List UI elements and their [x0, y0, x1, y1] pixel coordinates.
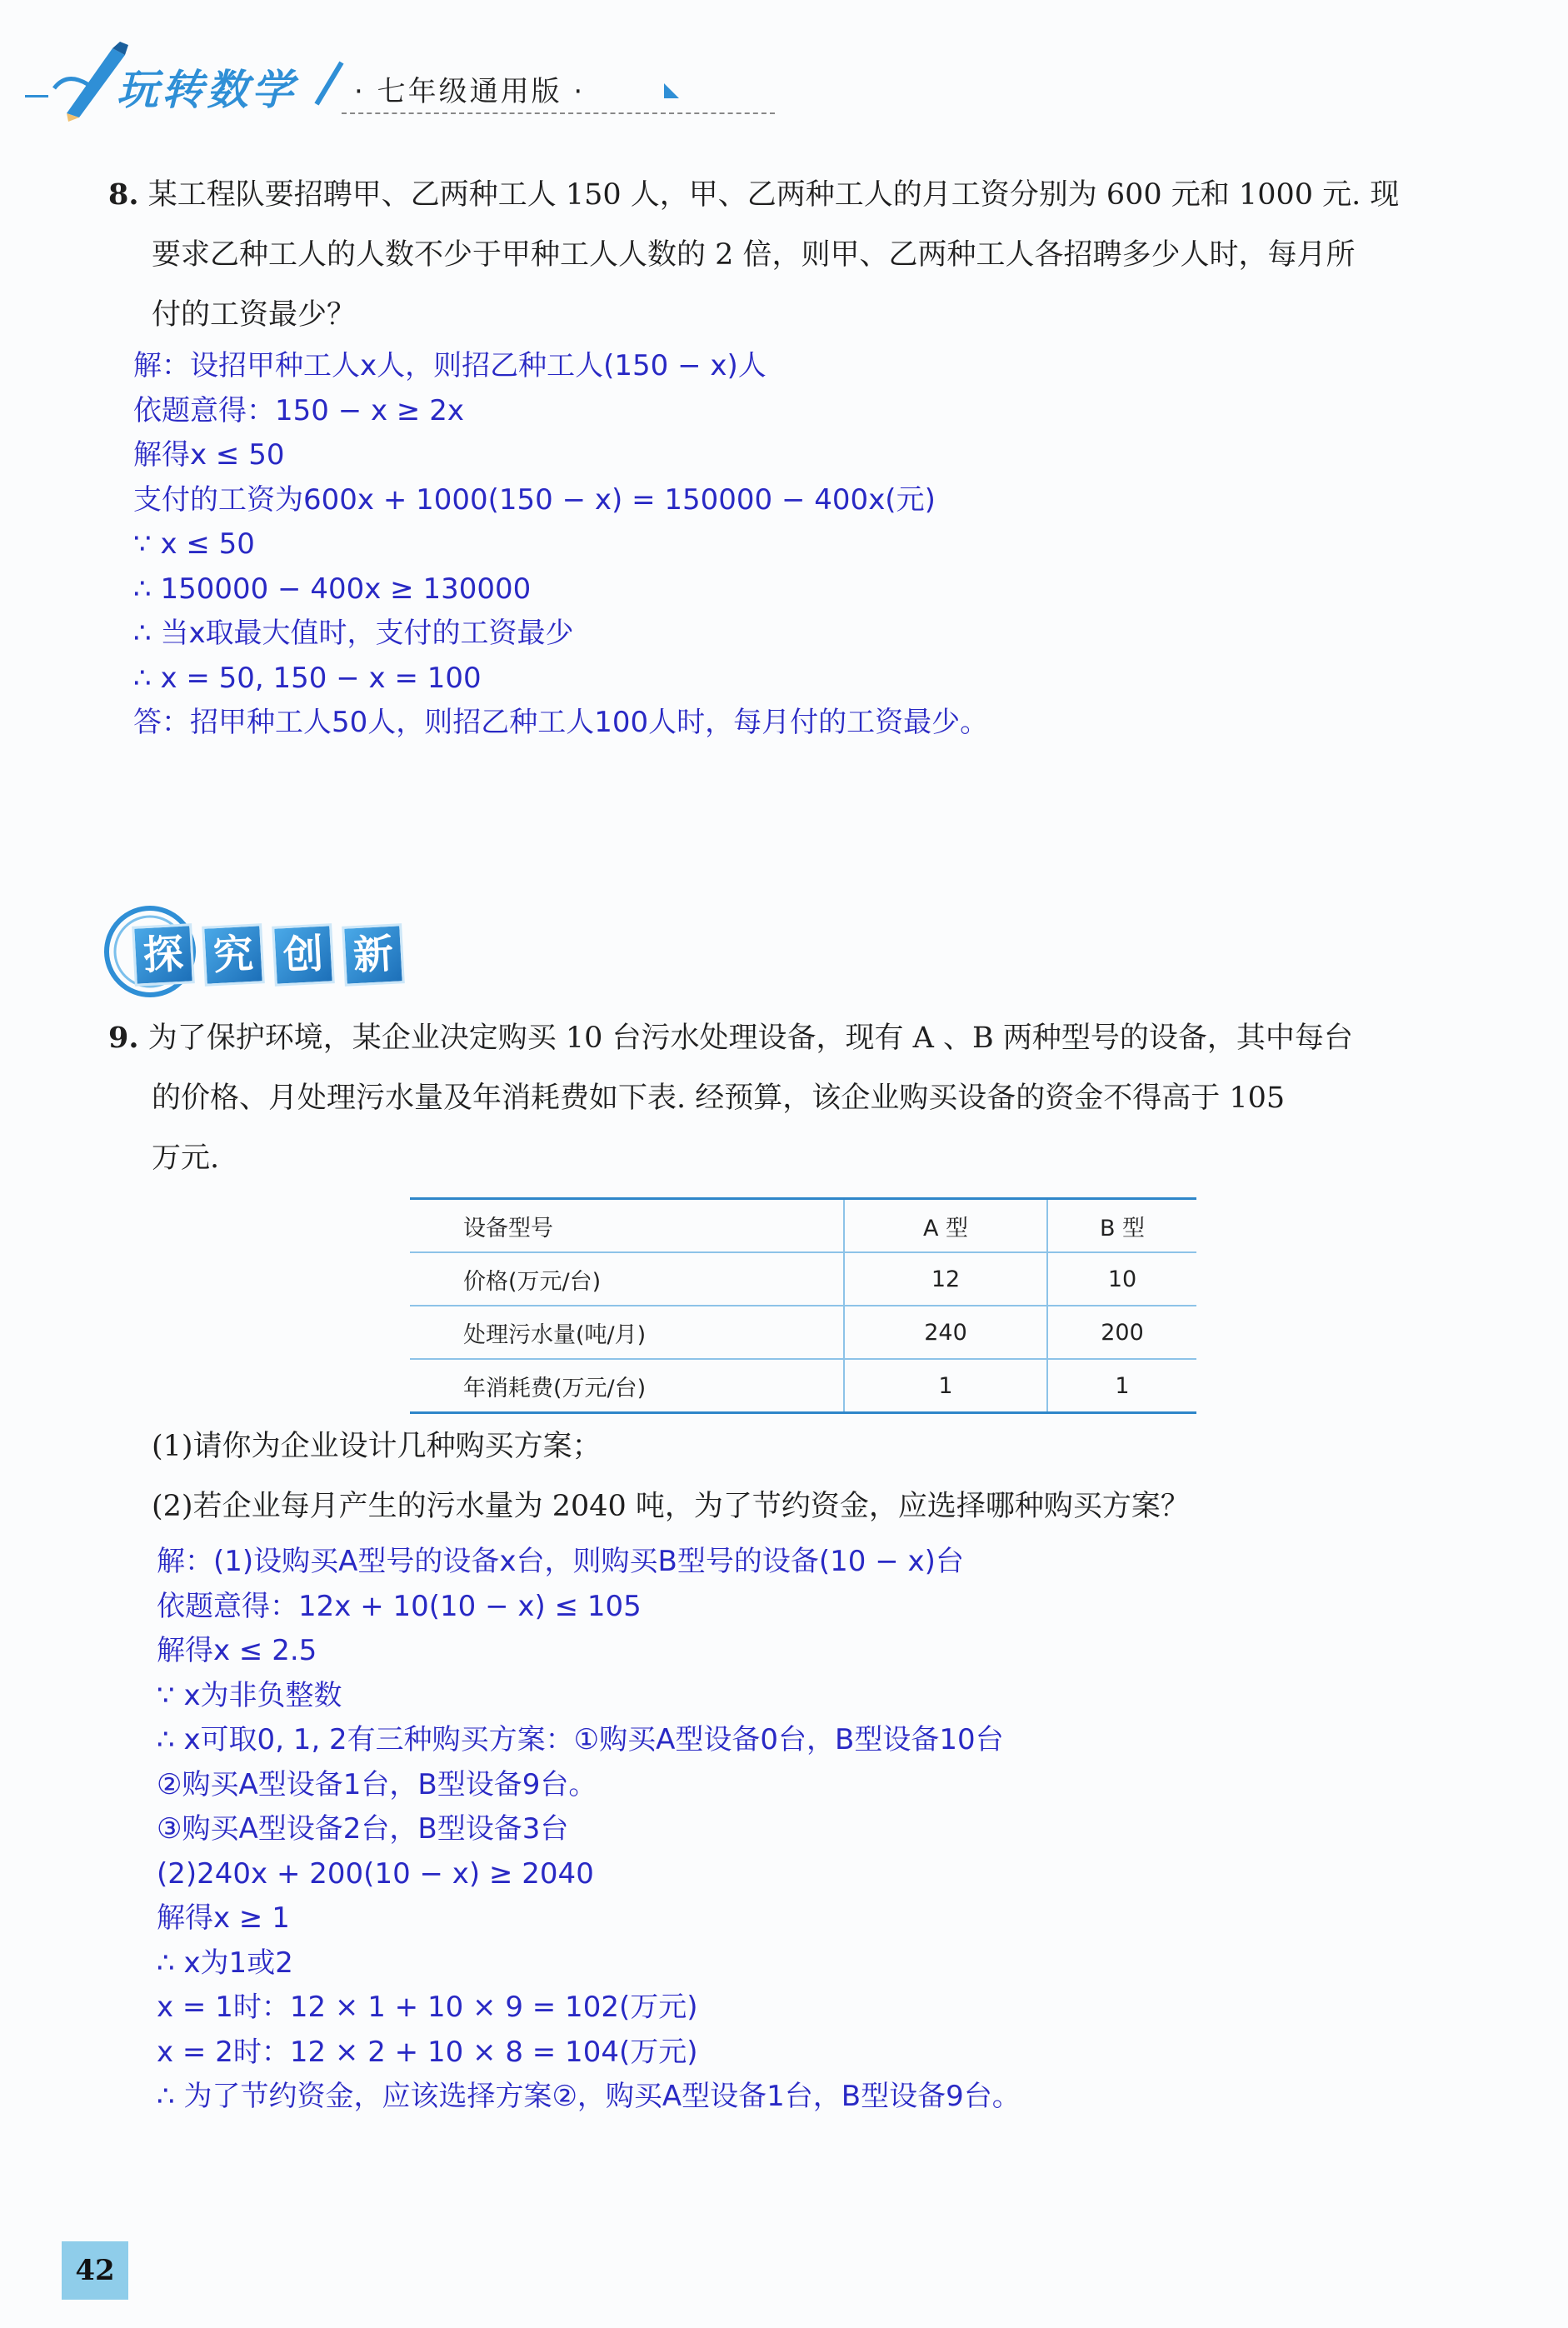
equipment-table: [410, 1197, 1196, 1414]
answer-8-line: 支付的工资为600x + 1000(150 − x) = 150000 − 400x(元): [133, 482, 936, 517]
table-row: [410, 1306, 1196, 1359]
edition-label: · 七年级通用版 ·: [354, 75, 586, 108]
answer-9-line: ②购买A型设备1台，B型设备9台。: [157, 1767, 597, 1801]
table-header-cell: B 型: [1047, 1199, 1196, 1253]
answer-9-line: ∴ x为1或2: [157, 1946, 293, 1980]
answer-9-line: ∴ 为了节约资金，应该选择方案②，购买A型设备1台，B型设备9台。: [157, 2080, 1021, 2113]
question-8-text-1: 某工程队要招聘甲、乙两种工人 150 人，甲、乙两种工人的月工资分别为 600 元和 1000 元. 现: [147, 178, 1400, 212]
answer-9-line: ∴ x可取0, 1, 2有三种购买方案：①购买A型设备0台，B型设备10台: [157, 1723, 1004, 1756]
triangle-decoration-icon: [662, 82, 681, 100]
question-9-line-1: [108, 1008, 1475, 1068]
question-8-text-3: 付的工资最少？: [152, 298, 357, 332]
question-9-text-1: 为了保护环境，某企业决定购买 10 台污水处理设备，现有 A 、B 两种型号的设备，其中每台: [147, 1022, 1353, 1055]
table-cell: 价格(万元/台): [410, 1252, 844, 1306]
answer-9-line: ∵ x为非负整数: [157, 1678, 342, 1712]
answer-9-line: 解：(1)设购买A型号的设备x台，则购买B型号的设备(10 − x)台: [157, 1545, 964, 1578]
answer-9-line: x = 1时：12 × 1 + 10 × 9 = 102(万元): [157, 1991, 698, 2024]
table-cell: 年消耗费(万元/台): [410, 1359, 844, 1413]
table-cell: 12: [844, 1252, 1047, 1306]
header-rule: [342, 112, 775, 114]
answer-8-line: 答：招甲种工人50人，则招乙种工人100人时，每月付的工资最少。: [133, 706, 989, 739]
question-8-number: 8.: [108, 177, 139, 212]
table-row: [410, 1252, 1196, 1306]
question-9: [108, 1008, 1475, 1188]
table-cell: 200: [1047, 1306, 1196, 1359]
answer-8-line: ∵ x ≤ 50: [133, 527, 255, 561]
answer-9-line: (2)240x + 200(10 − x) ≥ 2040: [157, 1856, 594, 1891]
question-9-number: 9.: [108, 1021, 139, 1055]
table-cell: 1: [844, 1359, 1047, 1413]
brand-title: 玩转数学: [117, 66, 297, 114]
answer-9-line: 依题意得：12x + 10(10 − x) ≤ 105: [157, 1589, 642, 1623]
question-8-line-1: [108, 165, 1475, 225]
question-9-text-2: 的价格、月处理污水量及年消耗费如下表. 经预算，该企业购买设备的资金不得高于 105: [152, 1082, 1286, 1115]
section-title: [133, 925, 403, 985]
table-header-cell: 设备型号: [410, 1199, 844, 1253]
slash-decoration-icon: [312, 58, 346, 108]
page-number: 42: [62, 2241, 128, 2300]
table-cell: 1: [1047, 1359, 1196, 1413]
answer-8-line: ∴ 当x取最大值时，支付的工资最少: [133, 617, 574, 650]
table-cell: 240: [844, 1306, 1047, 1359]
table-cell: 10: [1047, 1252, 1196, 1306]
section-char: 究: [202, 923, 265, 987]
question-8-text-2: 要求乙种工人的人数不少于甲种工人人数的 2 倍，则甲、乙两种工人各招聘多少人时，每月所: [152, 238, 1356, 272]
answer-8: [133, 344, 988, 746]
question-9-subparts: [152, 1416, 1485, 1536]
section-char: 创: [272, 923, 335, 987]
section-char: 新: [342, 923, 405, 987]
answer-8-line: ∴ 150000 − 400x ≥ 130000: [133, 572, 532, 606]
table-cell: 处理污水量(吨/月): [410, 1306, 844, 1359]
table-header-cell: A 型: [844, 1199, 1047, 1253]
table-row: [410, 1359, 1196, 1413]
answer-9-line: 解得x ≥ 1: [157, 1901, 290, 1935]
answer-8-line: ∴ x = 50, 150 − x = 100: [133, 661, 482, 695]
section-char: 探: [132, 923, 195, 987]
answer-9-line: x = 2时：12 × 2 + 10 × 8 = 104(万元): [157, 2035, 698, 2069]
answer-8-line: 依题意得：150 − x ≥ 2x: [133, 393, 464, 427]
answer-8-line: 解得x ≤ 50: [133, 438, 285, 472]
section-badge: [100, 900, 433, 1008]
page-header: [25, 33, 758, 125]
answer-9: [157, 1540, 1021, 2120]
answer-8-line: 解：设招甲种工人x人，则招乙种工人(150 − x)人: [133, 349, 767, 382]
question-8: [108, 165, 1475, 345]
question-9-text-3: 万元.: [152, 1142, 220, 1175]
answer-9-line: ③购买A型设备2台，B型设备3台: [157, 1812, 569, 1846]
answer-9-line: 解得x ≤ 2.5: [157, 1634, 317, 1667]
question-9-subpart: (2)若企业每月产生的污水量为 2040 吨，为了节约资金，应选择哪种购买方案？: [152, 1490, 1190, 1523]
table-header-row: [410, 1199, 1196, 1253]
question-9-subpart: (1)请你为企业设计几种购买方案；: [152, 1430, 602, 1463]
